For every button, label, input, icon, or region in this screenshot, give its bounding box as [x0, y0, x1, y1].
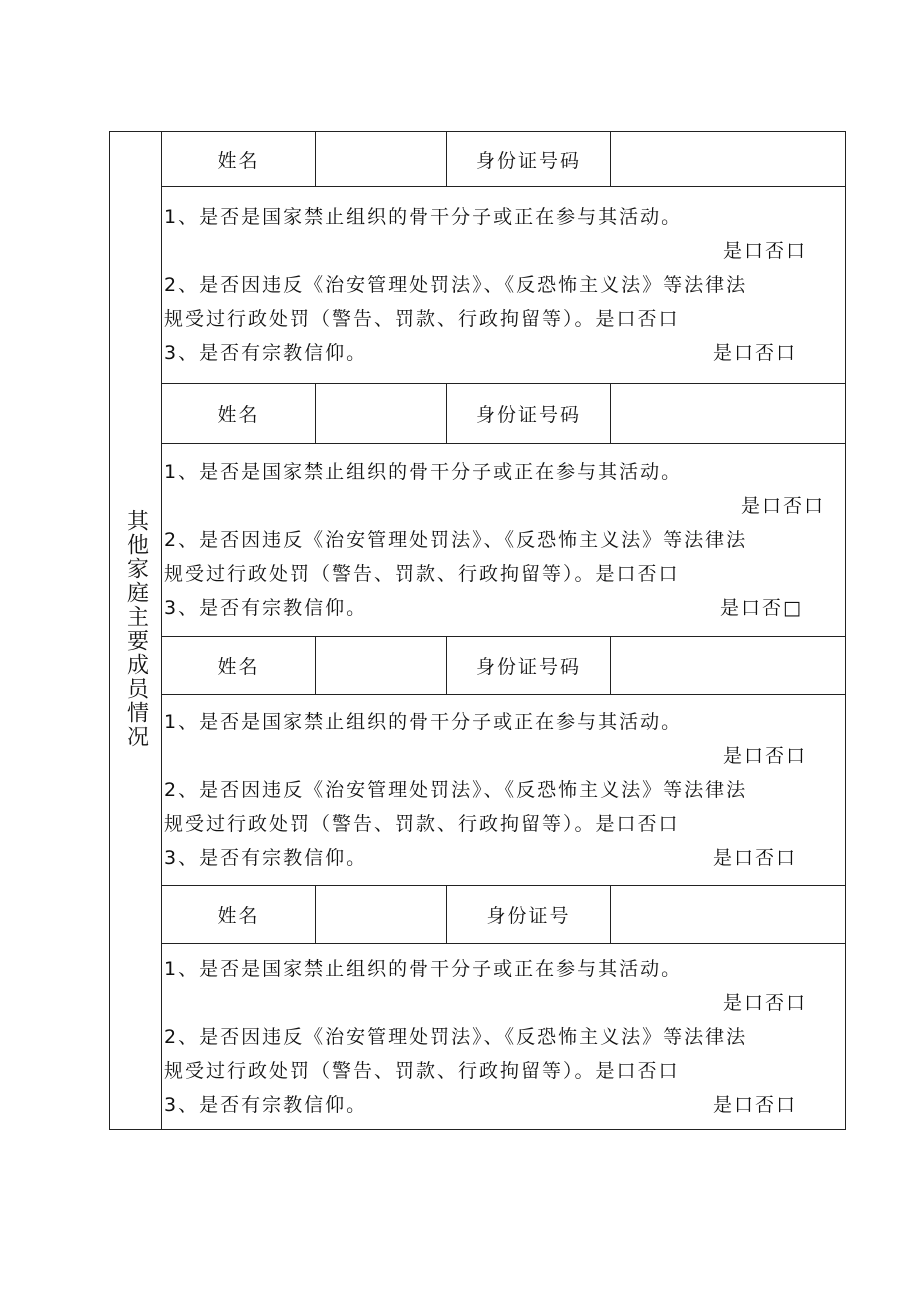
- question-3-answer-row: [164, 591, 845, 625]
- id-number-label: 身份证号码: [447, 132, 611, 187]
- name-field[interactable]: [316, 132, 447, 187]
- member-1-questions-row: [110, 187, 846, 384]
- member-3-header-row: [110, 637, 846, 695]
- id-number-label: 身份证号码: [447, 384, 611, 444]
- question-2-line-2[interactable]: 规受过行政处罚（警告、罚款、行政拘留等）。是口否口: [164, 308, 680, 330]
- question-1: 1、是否是国家禁止组织的骨干分子或正在参与其活动。: [164, 206, 683, 228]
- id-number-label: 身份证号: [447, 886, 611, 944]
- family-members-table: [109, 131, 846, 1130]
- question-1: 1、是否是国家禁止组织的骨干分子或正在参与其活动。: [164, 957, 683, 980]
- question-3-answer[interactable]: 是口否口: [712, 847, 797, 869]
- question-2-line-1: 2、是否因违反《治安管理处罚法》、《反恐怖主义法》等法律法: [164, 274, 748, 296]
- name-label: 姓名: [162, 384, 316, 444]
- member-4-header-row: [110, 886, 846, 944]
- question-3-answer[interactable]: 是口否口: [712, 342, 797, 364]
- question-3: 3、是否有宗教信仰。: [164, 597, 368, 619]
- name-field[interactable]: [316, 886, 447, 944]
- question-1-answer[interactable]: 是口否口: [722, 991, 807, 1014]
- member-3-questions-row: [110, 695, 846, 886]
- member-4-questions-row: [110, 944, 846, 1130]
- id-number-field[interactable]: [611, 637, 846, 695]
- questions-cell: [162, 187, 846, 384]
- name-field[interactable]: [316, 384, 447, 444]
- questions-cell: [162, 944, 846, 1130]
- question-3-answer[interactable]: 是口否口: [712, 1093, 797, 1116]
- name-label: 姓名: [162, 637, 316, 695]
- member-2-questions-row: [110, 444, 846, 637]
- question-3: 3、是否有宗教信仰。: [164, 1093, 368, 1116]
- question-1: 1、是否是国家禁止组织的骨干分子或正在参与其活动。: [164, 711, 683, 733]
- question-1-answer[interactable]: 是口否口: [740, 495, 825, 517]
- member-2-header-row: [110, 384, 846, 444]
- question-1-answer[interactable]: 是口否口: [722, 240, 807, 262]
- id-number-field[interactable]: [611, 384, 846, 444]
- section-title: 其他家庭主要成员情况: [123, 508, 149, 749]
- question-1-answer[interactable]: 是口否口: [722, 745, 807, 767]
- question-2-line-1: 2、是否因违反《治安管理处罚法》、《反恐怖主义法》等法律法: [164, 1025, 748, 1048]
- question-3: 3、是否有宗教信仰。: [164, 847, 368, 869]
- questions-cell: [162, 444, 846, 637]
- question-3-answer-row: [164, 841, 845, 875]
- question-3-answer[interactable]: 是口否□: [720, 597, 803, 619]
- name-label: 姓名: [162, 886, 316, 944]
- question-2-line-1: 2、是否因违反《治安管理处罚法》、《反恐怖主义法》等法律法: [164, 529, 748, 551]
- question-2-line-1: 2、是否因违反《治安管理处罚法》、《反恐怖主义法》等法律法: [164, 779, 748, 801]
- name-label: 姓名: [162, 132, 316, 187]
- question-2-line-2[interactable]: 规受过行政处罚（警告、罚款、行政拘留等）。是口否口: [164, 1059, 680, 1082]
- member-1-header-row: [110, 132, 846, 187]
- question-2-line-2[interactable]: 规受过行政处罚（警告、罚款、行政拘留等）。是口否口: [164, 813, 680, 835]
- question-3: 3、是否有宗教信仰。: [164, 342, 368, 364]
- question-2-line-2[interactable]: 规受过行政处罚（警告、罚款、行政拘留等）。是口否口: [164, 563, 680, 585]
- id-number-label: 身份证号码: [447, 637, 611, 695]
- question-1: 1、是否是国家禁止组织的骨干分子或正在参与其活动。: [164, 461, 683, 483]
- id-number-field[interactable]: [611, 132, 846, 187]
- questions-cell: [162, 695, 846, 886]
- name-field[interactable]: [316, 637, 447, 695]
- question-3-answer-row: [164, 1088, 845, 1122]
- section-title-cell: [110, 132, 162, 1130]
- id-number-field[interactable]: [611, 886, 846, 944]
- question-3-answer-row: [164, 336, 845, 370]
